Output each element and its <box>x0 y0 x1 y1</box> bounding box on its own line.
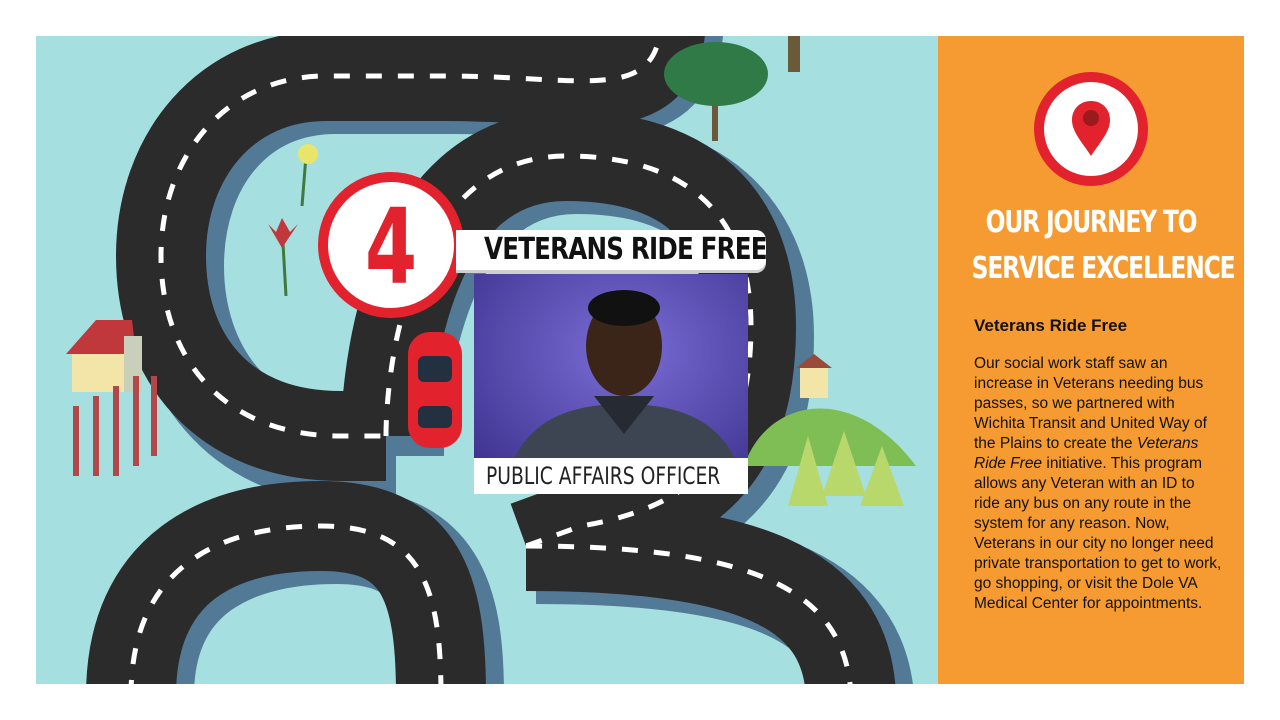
location-badge-inner <box>1044 82 1138 176</box>
info-panel <box>938 36 1244 684</box>
panel-body-part1: Our social work staff saw an increase in Veterans needing bus passes, so we partnered with Wichita Transit and United Way of the Plains to create the <box>974 355 1207 452</box>
flower-icon <box>268 144 318 296</box>
panel-title <box>971 200 1235 292</box>
car-icon <box>408 332 462 448</box>
house-icon <box>66 320 142 392</box>
panel-title-line1: OUR JOURNEY TO <box>985 205 1197 240</box>
milestone-title-bar <box>456 230 766 270</box>
roadmap-illustration <box>36 36 938 684</box>
panel-body <box>974 354 1224 614</box>
panel-title-line2: SERVICE EXCELLENCE <box>971 251 1235 286</box>
tree-icon <box>664 42 768 141</box>
panel-body-italic: Veterans Ride Free <box>974 435 1199 472</box>
location-pin-icon <box>1044 82 1138 176</box>
milestone-number: 4 <box>364 186 418 308</box>
speaker-role: PUBLIC AFFAIRS OFFICER <box>486 462 721 490</box>
milestone-badge-inner <box>328 182 454 308</box>
location-badge <box>1034 72 1148 186</box>
video-frame <box>36 36 1244 684</box>
milestone-title: VETERANS RIDE FREE <box>484 232 767 267</box>
panel-subtitle: Veterans Ride Free <box>974 316 1128 335</box>
speaker-caption <box>474 458 748 494</box>
panel-body-part2: initiative. This program allows any Veteran with an ID to ride any bus on any route in the system for any reason. Now, Veterans in our city no longer need private transportation to get to work, go shopping, or visit the Dole VA Medical Center for appointments. <box>974 455 1222 612</box>
milestone-badge <box>318 172 464 318</box>
